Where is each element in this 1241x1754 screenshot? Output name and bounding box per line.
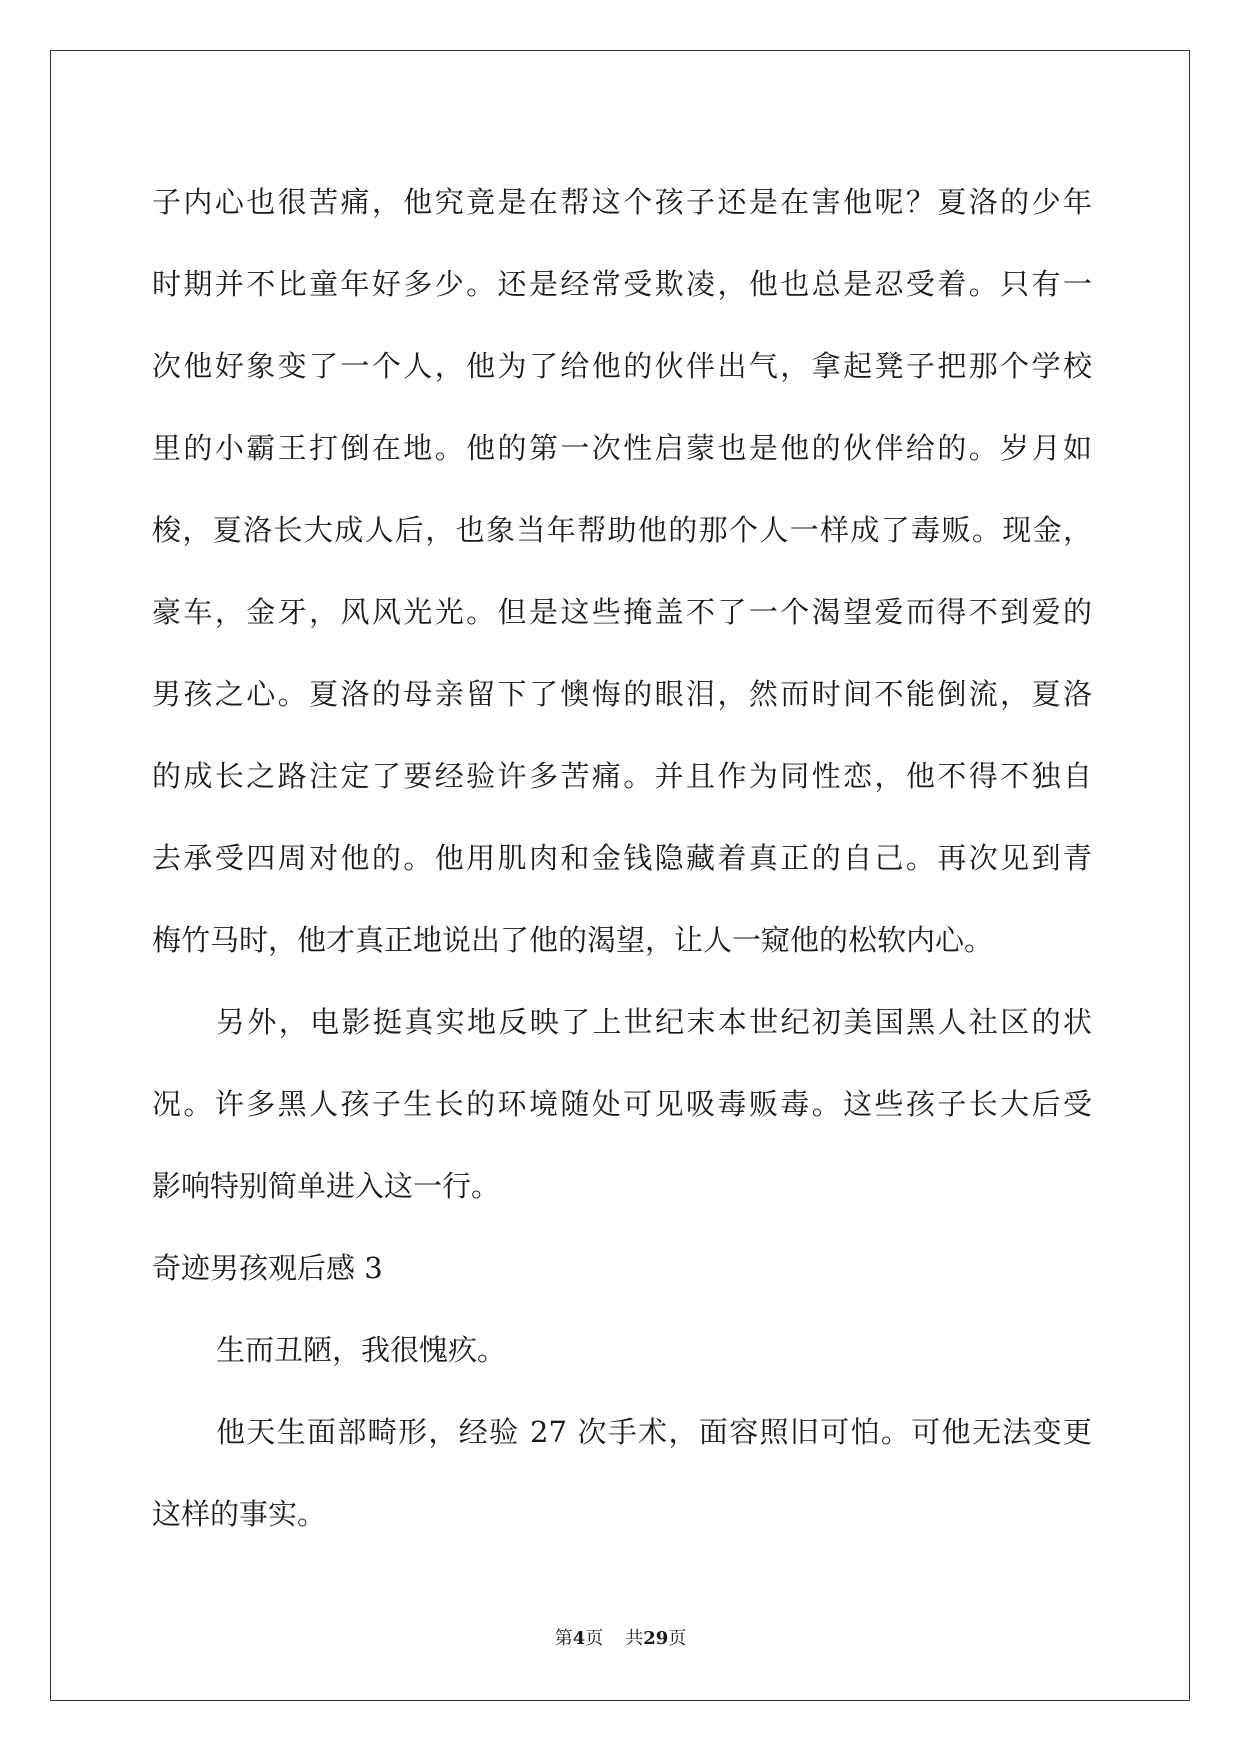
- text-line: 豪车，金牙，风风光光。但是这些掩盖不了一个渴望爱而得不到爱的: [152, 595, 1092, 629]
- text-line: 的成长之路注定了要经验许多苦痛。并且作为同性恋，他不得不独自: [152, 759, 1092, 793]
- total-prefix: 共: [625, 1628, 644, 1649]
- section-heading: 奇迹男孩观后感 3: [152, 1251, 383, 1285]
- page-suffix: 页: [585, 1628, 604, 1649]
- text-line: 他天生面部畸形，经验 27 次手术，面容照旧可怕。可他无法变更: [216, 1415, 1092, 1449]
- total-suffix: 页: [668, 1628, 687, 1649]
- text-line: 梭，夏洛长大成人后，也象当年帮助他的那个人一样成了毒贩。现金，: [152, 513, 1092, 547]
- text-line: 次他好象变了一个人，他为了给他的伙伴出气，拿起凳子把那个学校: [152, 349, 1092, 383]
- text-line: 影响特别简单进入这一行。: [152, 1169, 501, 1203]
- text-line: 男孩之心。夏洛的母亲留下了懊悔的眼泪，然而时间不能倒流，夏洛: [152, 677, 1092, 711]
- text-line: 这样的事实。: [152, 1497, 327, 1531]
- text-line: 另外，电影挺真实地反映了上世纪末本世纪初美国黑人社区的状: [216, 1005, 1092, 1039]
- text-line: 子内心也很苦痛，他究竟是在帮这个孩子还是在害他呢？夏洛的少年: [152, 185, 1092, 219]
- text-line: 生而丑陋，我很愧疚。: [216, 1333, 507, 1367]
- page-footer: [0, 1624, 1241, 1650]
- text-line: 去承受四周对他的。他用肌肉和金钱隐藏着真正的自己。再次见到青: [152, 841, 1092, 875]
- text-line: 梅竹马时，他才真正地说出了他的渴望，让人一窥他的松软内心。: [152, 923, 994, 957]
- text-line: 里的小霸王打倒在地。他的第一次性启蒙也是他的伙伴给的。岁月如: [152, 431, 1092, 465]
- text-line: 时期并不比童年好多少。还是经常受欺凌，他也总是忍受着。只有一: [152, 267, 1092, 301]
- page-number: 4: [572, 1628, 586, 1649]
- text-line: 况。许多黑人孩子生长的环境随处可见吸毒贩毒。这些孩子长大后受: [152, 1087, 1092, 1121]
- document-body: [152, 161, 1092, 1555]
- total-pages: 29: [643, 1628, 669, 1649]
- page-prefix: 第: [554, 1628, 573, 1649]
